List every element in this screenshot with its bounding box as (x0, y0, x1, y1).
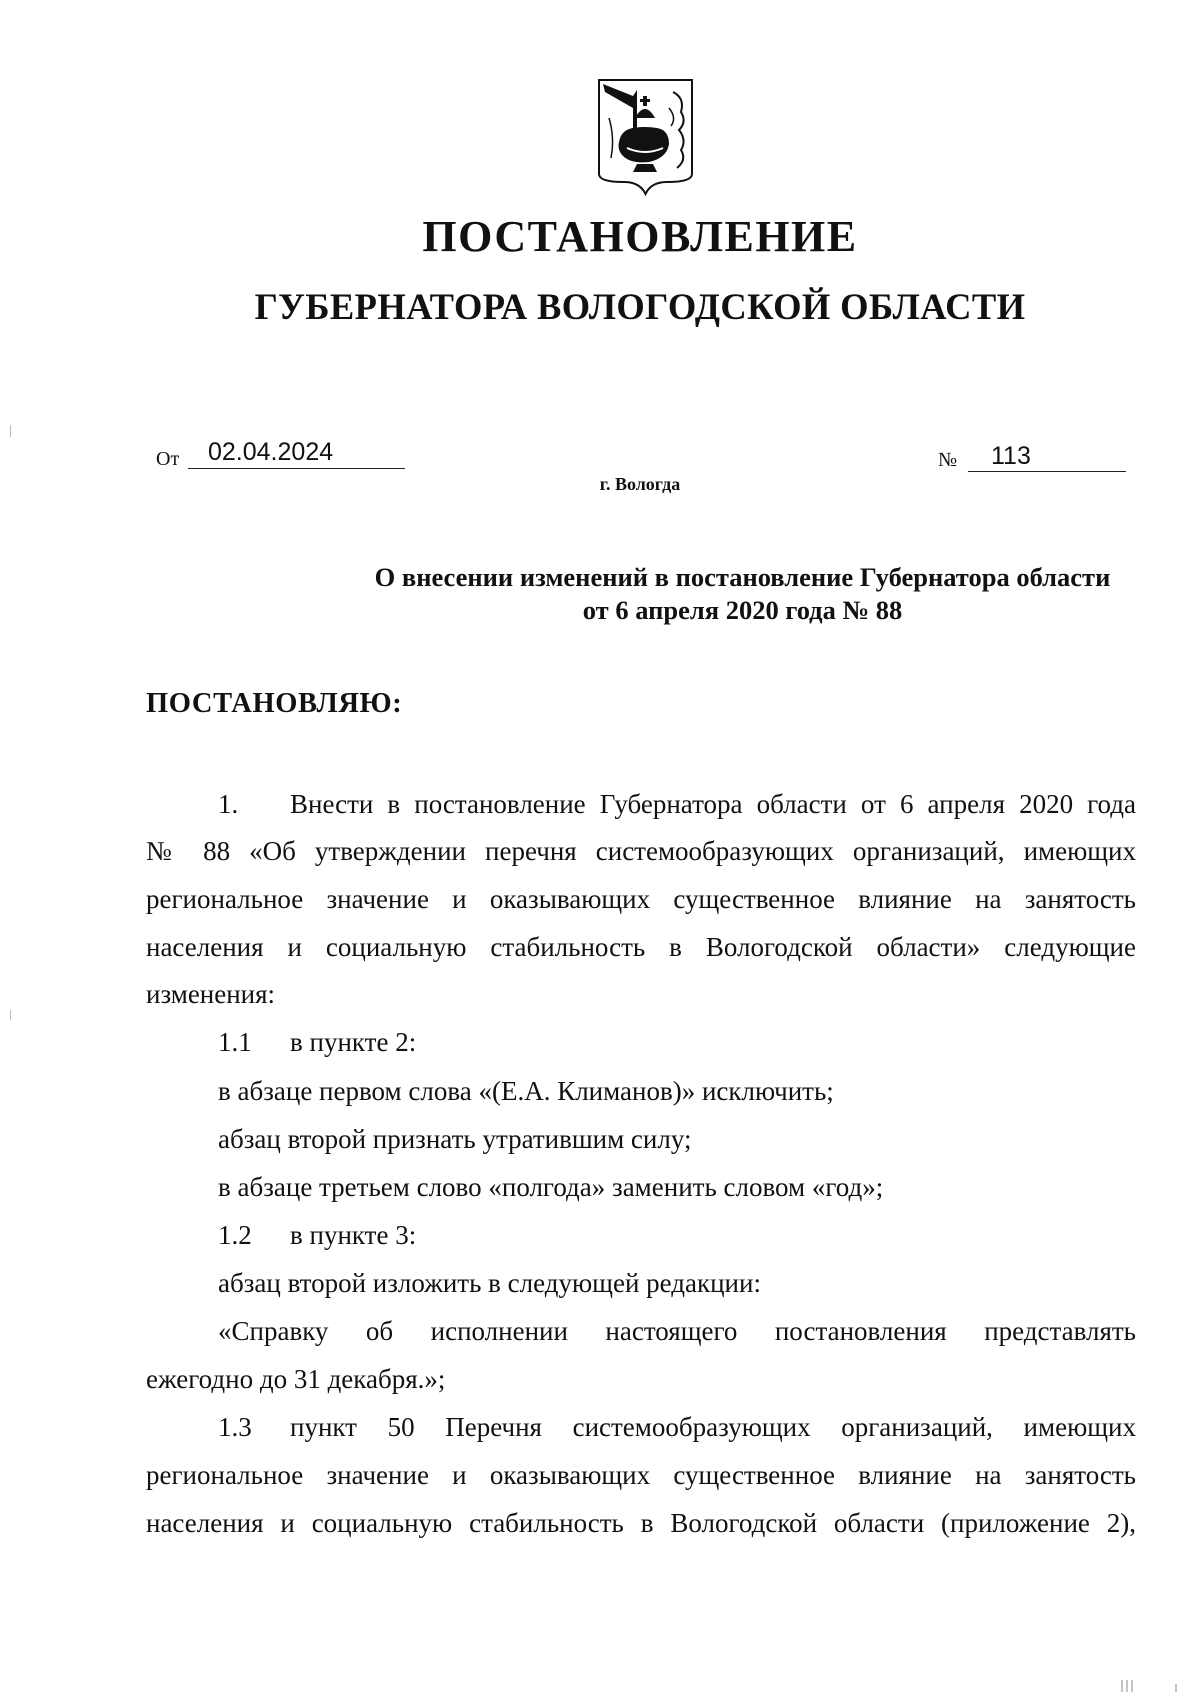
item-1-line-4: населения и социальную стабильность в Вологодской области» следующие (146, 932, 1136, 962)
scan-mark-left-1 (10, 425, 11, 437)
item-1-1-text: в пункте 2: (290, 1027, 417, 1057)
resolve-heading: ПОСТАНОВЛЯЮ: (146, 688, 403, 719)
scan-marks-bottom (1118, 1672, 1178, 1692)
document-number: 113 (991, 442, 1031, 470)
item-1-line-1: Внести в постановление Губернатора области от 6 апреля 2020 года (290, 789, 1136, 819)
item-1-1-paragraph-3: в абзаце третьем слово «полгода» заменить словом «год»; (218, 1172, 884, 1202)
scan-mark-left-2 (10, 1010, 11, 1020)
subject-line-2: от 6 апреля 2020 года № 88 (582, 595, 903, 625)
item-1-3-number: 1.3 (218, 1412, 252, 1442)
item-1-line-3: региональное значение и оказывающих существенное влияние на занятость (146, 884, 1136, 914)
item-1-line-5: изменения: (146, 979, 276, 1009)
item-1-3-line-2: региональное значение и оказывающих существенное влияние на занятость (146, 1460, 1136, 1490)
item-1-2-paragraph-1: абзац второй изложить в следующей редакции: (218, 1268, 761, 1298)
item-1-1-paragraph-1: в абзаце первом слова «(Е.А. Климанов)» исключить; (218, 1076, 834, 1106)
item-1-line-2: № 88 «Об утверждении перечня системообразующих организаций, имеющих (146, 836, 1136, 866)
date-prefix: От (156, 448, 180, 470)
coat-of-arms-emblem (597, 78, 694, 196)
item-1-1-number: 1.1 (218, 1027, 252, 1057)
city-label: г. Вологда (599, 474, 681, 494)
subject-line-1: О внесении изменений в постановление Губернатора области (374, 562, 1111, 592)
item-1-2-quote-line-2: ежегодно до 31 декабря.»; (146, 1364, 446, 1394)
document-title: ПОСТАНОВЛЕНИЕ (422, 212, 858, 261)
number-prefix: № (938, 449, 958, 471)
item-1-3-line-1: пункт 50 Перечня системообразующих организаций, имеющих (290, 1412, 1136, 1442)
item-1-2-number: 1.2 (218, 1220, 252, 1250)
item-1-1-paragraph-2: абзац второй признать утратившим силу; (218, 1124, 692, 1154)
item-1-2-quote-line-1: «Справку об исполнении настоящего постановления представлять (218, 1316, 1136, 1346)
item-1-2-text: в пункте 3: (290, 1220, 417, 1250)
item-1-number: 1. (218, 789, 239, 819)
item-1-3-line-3: населения и социальную стабильность в Вологодской области (приложение 2), (146, 1508, 1136, 1538)
date-underline (188, 468, 405, 469)
document-date: 02.04.2024 (208, 438, 334, 466)
issuer-subtitle: ГУБЕРНАТОРА ВОЛОГОДСКОЙ ОБЛАСТИ (254, 286, 1026, 327)
number-underline (968, 471, 1126, 472)
